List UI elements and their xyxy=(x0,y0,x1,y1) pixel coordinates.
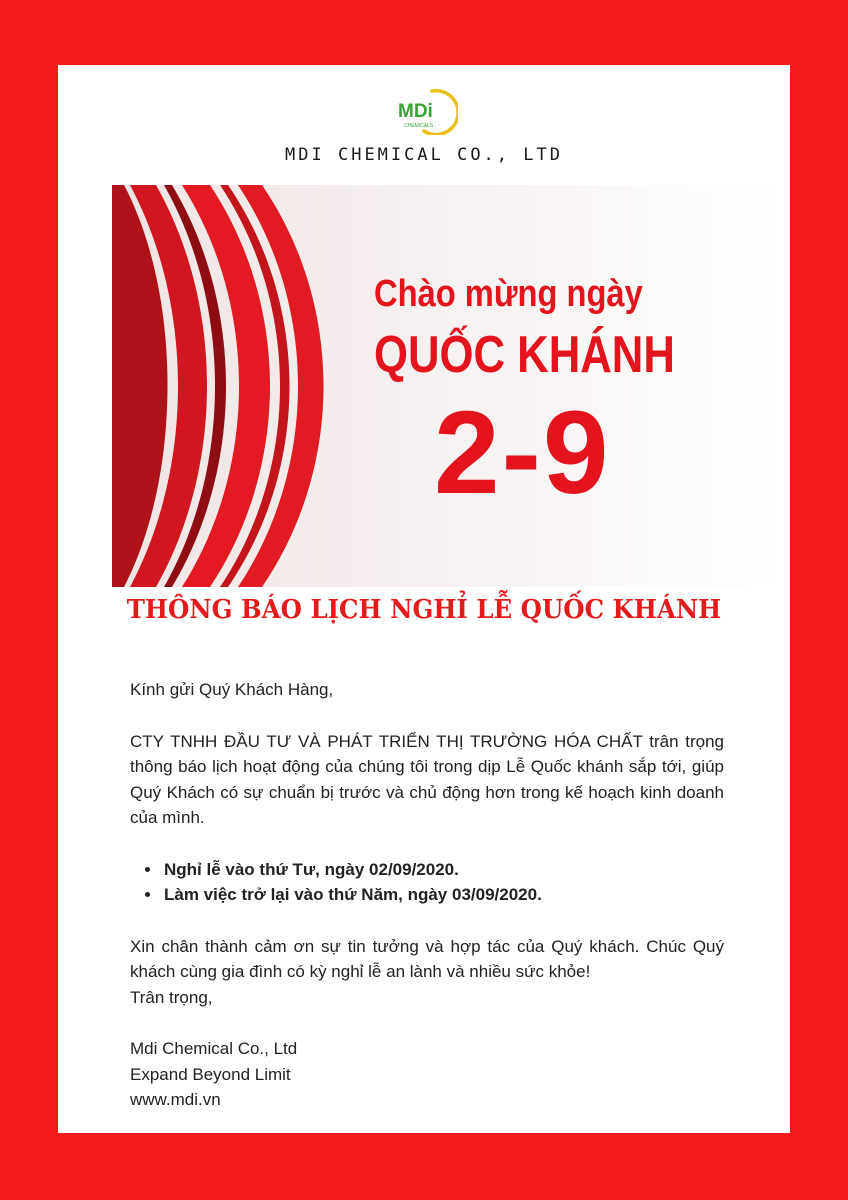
mdi-logo xyxy=(394,85,458,135)
banner-welcome-text: Chào mừng ngày xyxy=(374,273,643,315)
company-title: MDI CHEMICAL CO., LTD xyxy=(285,145,563,165)
notice-headline: THÔNG BÁO LỊCH NGHỈ LỄ QUỐC KHÁNH xyxy=(126,595,722,625)
holiday-schedule-list xyxy=(130,857,724,908)
banner-date-text: 2-9 xyxy=(434,387,611,519)
list-item: • Nghỉ lễ vào thứ Tư, ngày 02/09/2020. xyxy=(162,857,724,883)
list-item: • Làm việc trở lại vào thứ Năm, ngày 03/09/2020. xyxy=(162,882,724,908)
letter-greeting: Kính gửi Quý Khách Hàng, xyxy=(130,680,334,699)
signature-slogan: Expand Beyond Limit xyxy=(130,1064,291,1084)
letter-body xyxy=(130,677,724,1113)
logo-brand-text: MDi xyxy=(398,101,433,122)
banner-holiday-text: QUỐC KHÁNH xyxy=(374,326,675,384)
letter-paragraph: CTY TNHH ĐẦU TƯ VÀ PHÁT TRIỂN THỊ TRƯỜNG HÓA CHẤT trân trọng thông báo lịch hoạt động của chúng tôi trong dịp Lễ Quốc khánh sắp tới, giúp Quý Khách có sự chuẩn bị trước và chủ động hơn trong kế hoạch kinh doanh của mình. xyxy=(130,731,724,827)
letter-thanks: Xin chân thành cảm ơn sự tin tưởng và hợp tác của Quý khách. Chúc Quý khách cùng gia đình có kỳ nghỉ lễ an lành và nhiều sức khỏe! xyxy=(130,936,724,981)
signature-company: Mdi Chemical Co., Ltd xyxy=(130,1039,298,1058)
notice-card xyxy=(58,65,790,1133)
letter-closing: Trân trọng, xyxy=(130,987,213,1007)
logo-sub-text: CHEMICALS xyxy=(404,123,434,129)
national-day-banner xyxy=(112,185,790,587)
signature-website: www.mdi.vn xyxy=(130,1090,221,1109)
